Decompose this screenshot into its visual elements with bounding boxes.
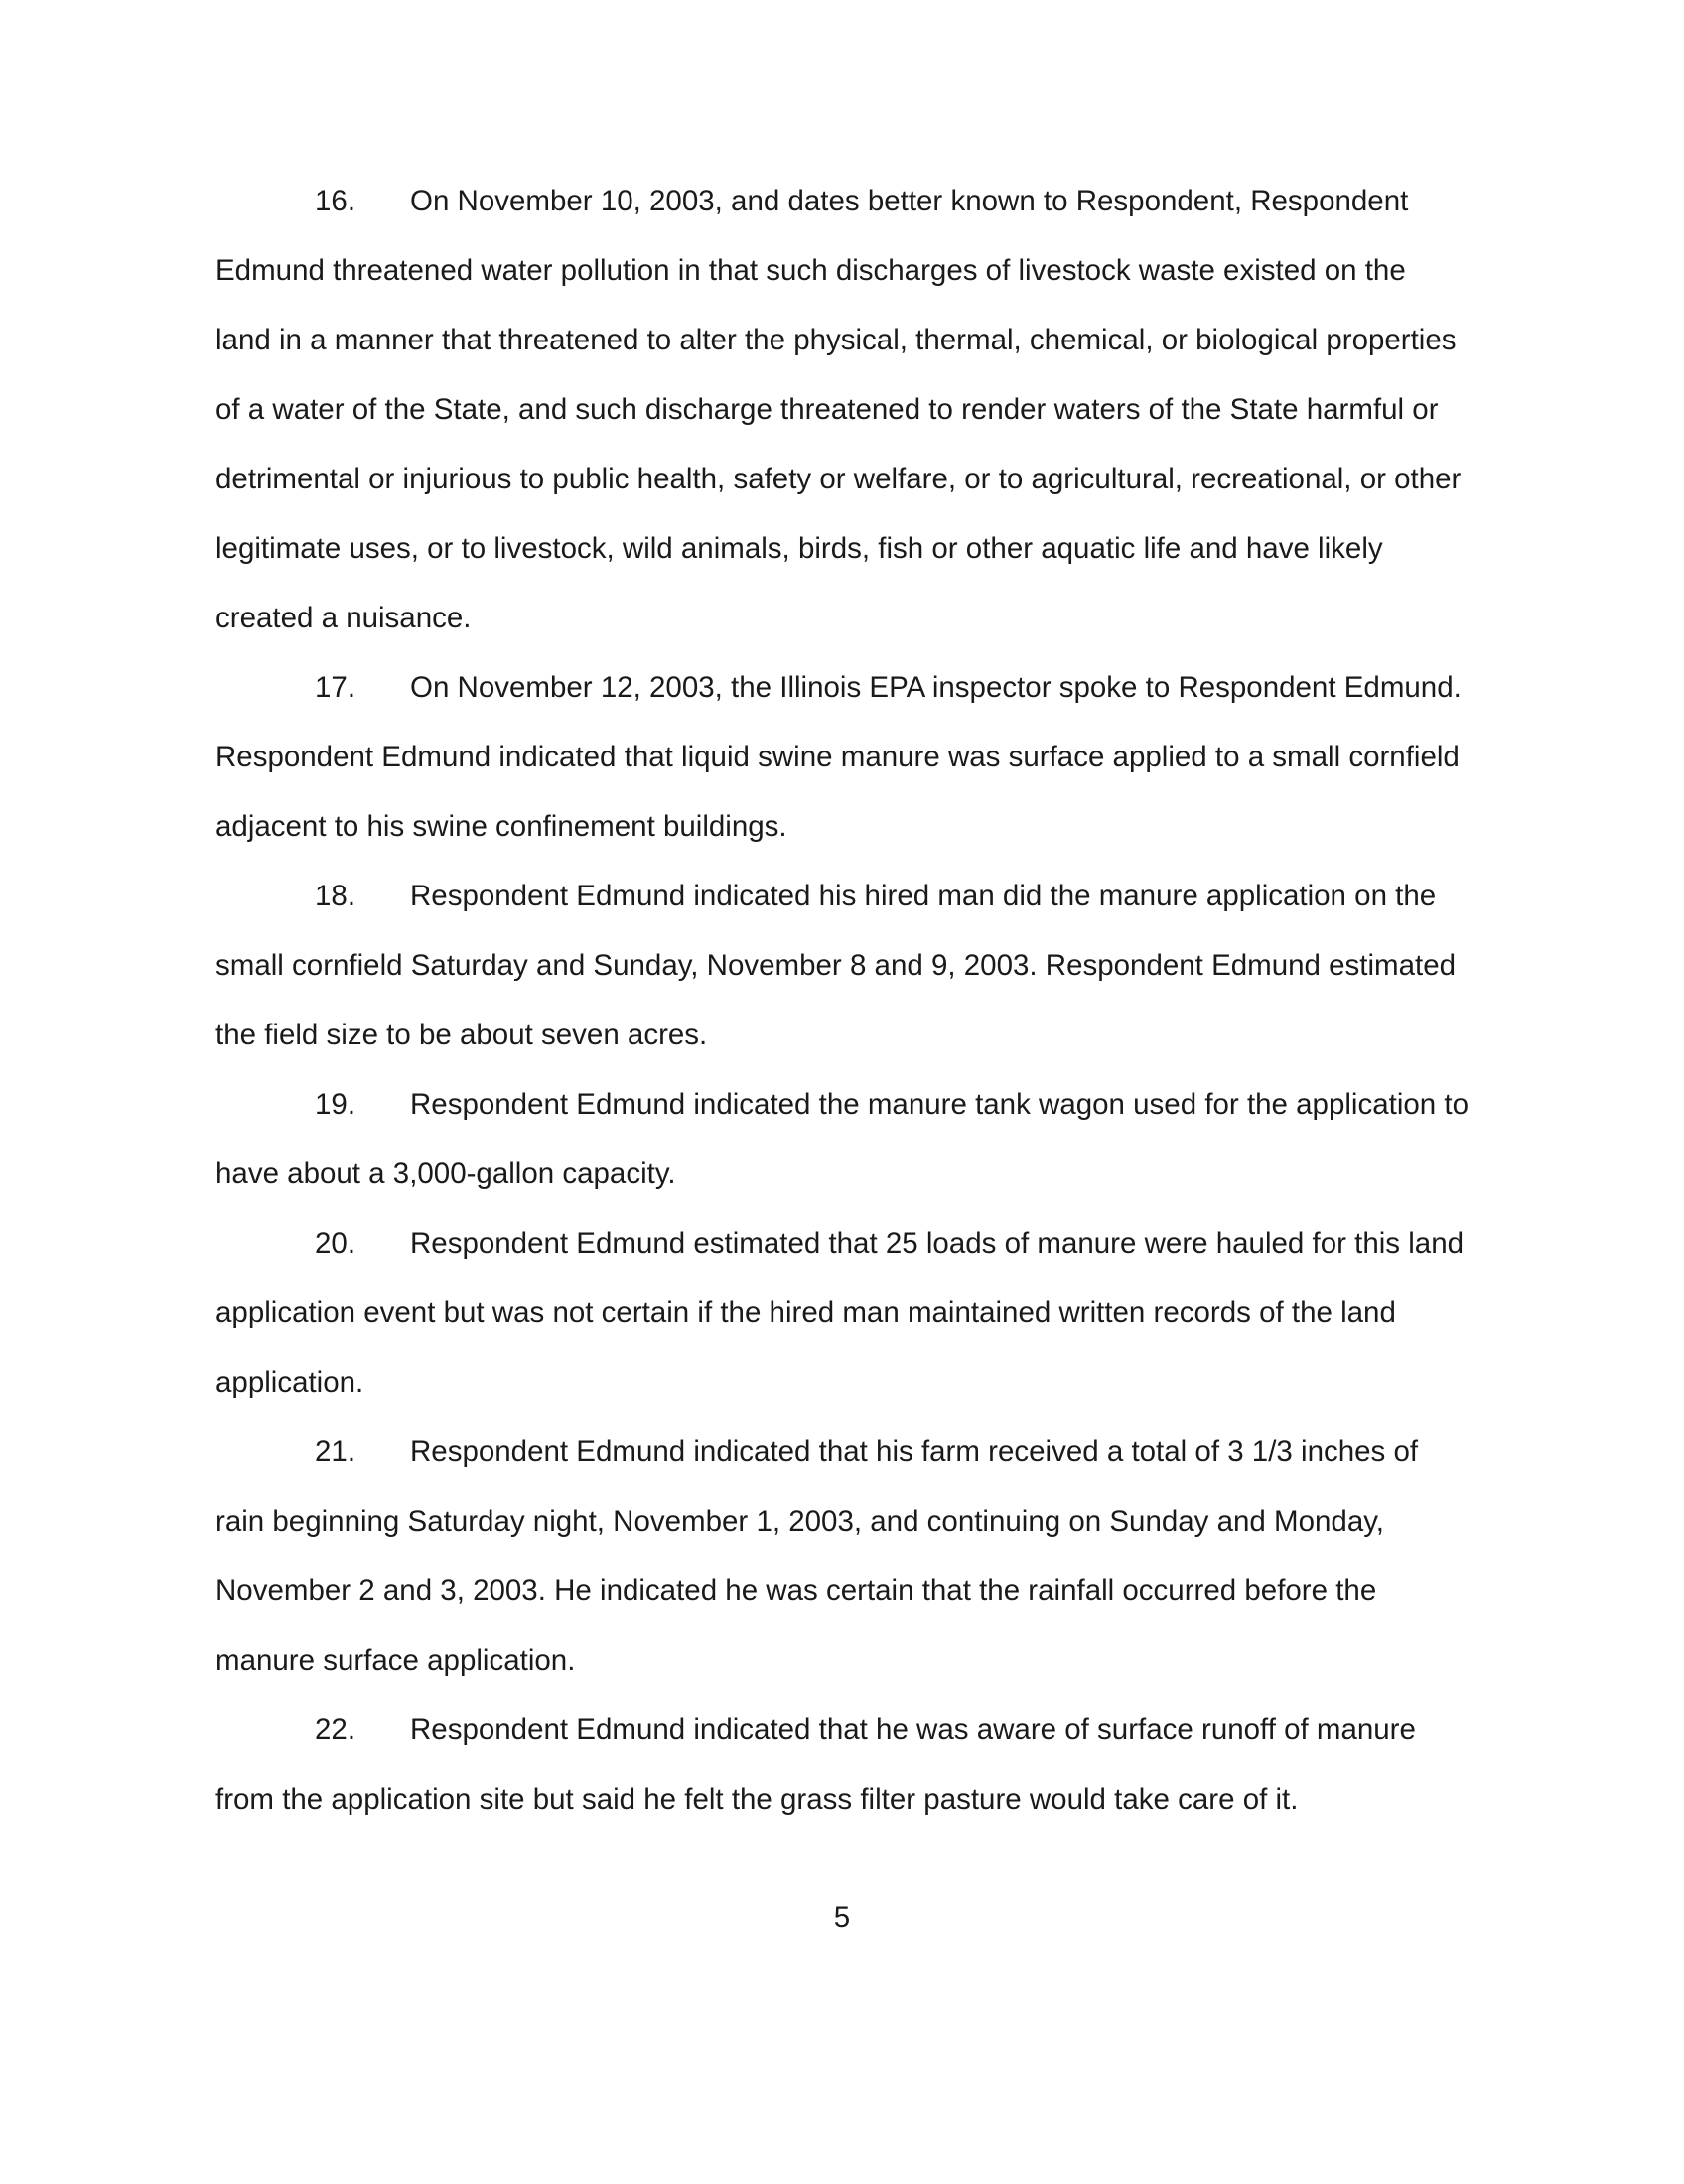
paragraph-text: Respondent Edmund estimated that 25 loads of manure were hauled for this land application event but was not certain if the hired man maintained written records of the land application. <box>215 1227 1465 1399</box>
document-body <box>215 167 1469 1835</box>
paragraph-number: 16. <box>315 185 356 217</box>
paragraph-20 <box>215 1209 1469 1418</box>
paragraph-text: Respondent Edmund indicated that he was aware of surface runoff of manure from the application site but said he felt the grass filter pasture would take care of it. <box>215 1713 1416 1816</box>
paragraph-number: 18. <box>315 880 356 912</box>
paragraph-text: On November 12, 2003, the Illinois EPA inspector spoke to Respondent Edmund. Respondent Edmund indicated that liquid swine manure was surface applied to a small cornfield adjacent to his swine confinement buildings. <box>215 671 1462 843</box>
paragraph-number: 21. <box>315 1435 356 1468</box>
paragraph-18 <box>215 862 1469 1070</box>
paragraph-16 <box>215 167 1469 653</box>
paragraph-text: Respondent Edmund indicated the manure tank wagon used for the application to have about a 3,000-gallon capacity. <box>215 1088 1469 1190</box>
paragraph-text: On November 10, 2003, and dates better known to Respondent, Respondent Edmund threatened water pollution in that such discharges of livestock waste existed on the land in a manner that threatened to alter the physical, thermal, chemical, or biological properties of a water of the State, and such discharge threatened to render waters of the State harmful or detrimental or injurious to public health, safety or welfare, or to agricultural, recreational, or other legitimate uses, or to livestock, wild animals, birds, fish or other aquatic life and have likely created a nuisance. <box>215 185 1462 634</box>
paragraph-number: 22. <box>315 1713 356 1746</box>
paragraph-21 <box>215 1418 1469 1696</box>
paragraph-number: 20. <box>315 1227 356 1260</box>
paragraph-number: 19. <box>315 1088 356 1121</box>
paragraph-17 <box>215 653 1469 862</box>
paragraph-19 <box>215 1070 1469 1209</box>
paragraph-22 <box>215 1696 1469 1835</box>
paragraph-text: Respondent Edmund indicated his hired man did the manure application on the small cornfield Saturday and Sunday, November 8 and 9, 2003. Respondent Edmund estimated the field size to be about seven acres. <box>215 880 1457 1051</box>
page-number: 5 <box>833 1901 851 1934</box>
paragraph-text: Respondent Edmund indicated that his farm received a total of 3 1/3 inches of rain beginning Saturday night, November 1, 2003, and continuing on Sunday and Monday, November 2 and 3, 2003. He indicated he was certain that the rainfall occurred before the manure surface application. <box>215 1435 1419 1677</box>
paragraph-number: 17. <box>315 671 356 704</box>
